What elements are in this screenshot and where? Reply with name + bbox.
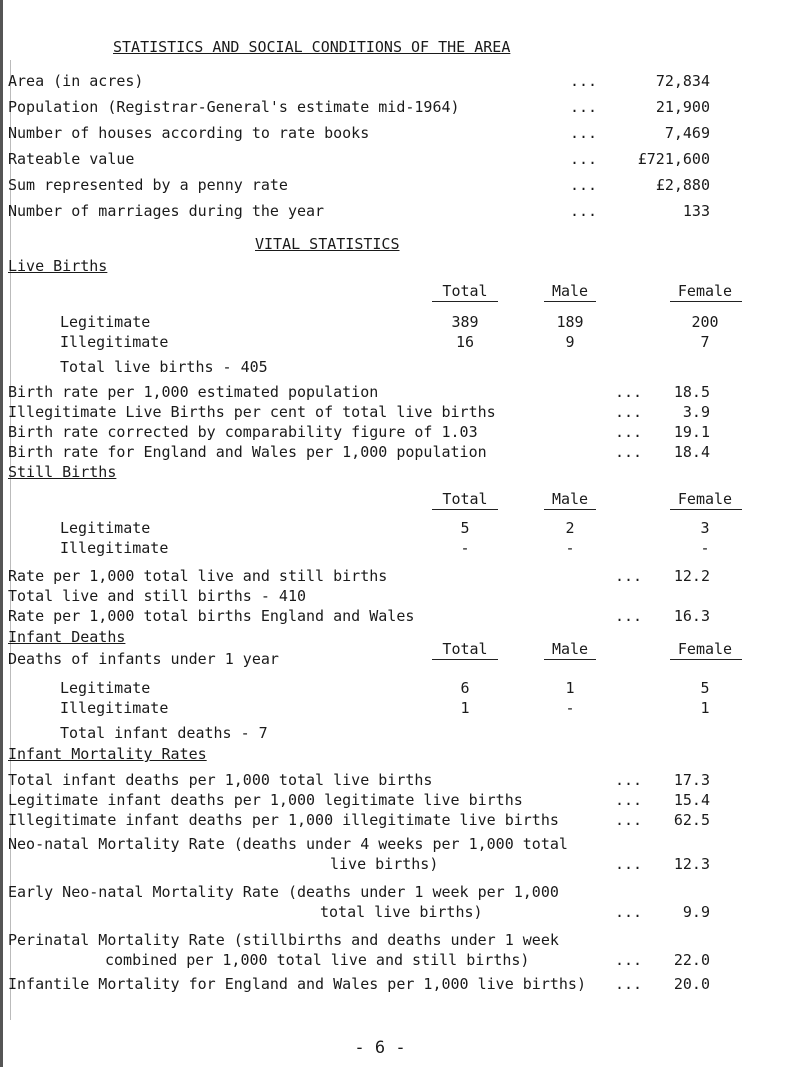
col-underline (670, 509, 742, 510)
live-births-heading: Live Births (8, 257, 108, 275)
dots: ... (615, 607, 643, 625)
cell-total: 16 (455, 333, 475, 351)
page-title: STATISTICS AND SOCIAL CONDITIONS OF THE AREA (113, 38, 511, 56)
total-live-births: Total live births - 405 (60, 358, 268, 376)
dots: ... (615, 383, 643, 401)
rate-label: Neo-natal Mortality Rate (deaths under 4 weeks per 1,000 total (8, 835, 568, 853)
infant-deaths-subheading: Deaths of infants under 1 year (8, 650, 279, 668)
col-underline (432, 301, 498, 302)
penny-rate-value: £2,880 (655, 176, 710, 194)
cell-male: 2 (565, 519, 575, 537)
cell-male: - (565, 539, 575, 557)
mortality-heading: Infant Mortality Rates (8, 745, 207, 763)
infant-deaths-heading: Infant Deaths (8, 628, 126, 646)
legitimate-label: Legitimate (60, 519, 151, 537)
cell-male: 9 (565, 333, 575, 351)
area-value: 72,834 (655, 72, 710, 90)
cell-female: 1 (700, 699, 710, 717)
rate-label-cont: combined per 1,000 total live and still births) (105, 951, 530, 969)
dots: ... (615, 771, 643, 789)
cell-male: - (565, 699, 575, 717)
col-male: Male (551, 282, 589, 300)
col-total: Total (442, 282, 488, 300)
col-underline (432, 659, 498, 660)
dots: ... (615, 791, 643, 809)
col-underline (670, 659, 742, 660)
dots: ... (570, 98, 598, 116)
rateable-label: Rateable value (8, 150, 135, 168)
dots: ... (615, 975, 643, 993)
rateable-value: £721,600 (637, 150, 710, 168)
rate-value: 16.3 (673, 607, 710, 625)
rate-value: 18.5 (673, 383, 710, 401)
dots: ... (570, 176, 598, 194)
population-label: Population (Registrar-General's estimate mid-1964) (8, 98, 460, 116)
houses-label: Number of houses according to rate books (8, 124, 370, 142)
col-total: Total (442, 490, 488, 508)
rate-label: Illegitimate infant deaths per 1,000 illegitimate live births (8, 811, 559, 829)
cell-female: 5 (700, 679, 710, 697)
rate-label: Birth rate corrected by comparability figure of 1.03 (8, 423, 478, 441)
cell-female: 3 (700, 519, 710, 537)
dots: ... (615, 811, 643, 829)
rate-value: 19.1 (673, 423, 710, 441)
rate-value: 20.0 (673, 975, 710, 993)
cell-female: 7 (700, 333, 710, 351)
rate-value: 62.5 (673, 811, 710, 829)
illegitimate-label: Illegitimate (60, 539, 169, 557)
cell-total: 1 (460, 699, 470, 717)
houses-value: 7,469 (664, 124, 710, 142)
col-underline (670, 301, 742, 302)
col-underline (544, 659, 596, 660)
dots: ... (570, 202, 598, 220)
cell-male: 189 (556, 313, 584, 331)
page-number: - 6 - (354, 1038, 406, 1058)
population-value: 21,900 (655, 98, 710, 116)
col-underline (544, 301, 596, 302)
rate-value: 3.9 (682, 403, 710, 421)
illegitimate-label: Illegitimate (60, 699, 169, 717)
rate-label: Early Neo-natal Mortality Rate (deaths under 1 week per 1,000 (8, 883, 559, 901)
rate-value: 22.0 (673, 951, 710, 969)
cell-total: 389 (451, 313, 479, 331)
legitimate-label: Legitimate (60, 679, 151, 697)
rate-label: Illegitimate Live Births per cent of total live births (8, 403, 496, 421)
dots: ... (615, 951, 643, 969)
col-male: Male (551, 490, 589, 508)
total-infant-deaths: Total infant deaths - 7 (60, 724, 268, 742)
dots: ... (615, 567, 643, 585)
rate-value: 18.4 (673, 443, 710, 461)
rate-value: 17.3 (673, 771, 710, 789)
col-female: Female (677, 490, 733, 508)
binding-edge (0, 0, 3, 1067)
dots: ... (570, 150, 598, 168)
cell-total: 5 (460, 519, 470, 537)
rate-label: Perinatal Mortality Rate (stillbirths and deaths under 1 week (8, 931, 559, 949)
area-label: Area (in acres) (8, 72, 144, 90)
rate-label: Rate per 1,000 total births England and Wales (8, 607, 415, 625)
dots: ... (615, 423, 643, 441)
cell-total: - (460, 539, 470, 557)
marriages-label: Number of marriages during the year (8, 202, 325, 220)
penny-rate-label: Sum represented by a penny rate (8, 176, 288, 194)
dots: ... (615, 855, 643, 873)
cell-total: 6 (460, 679, 470, 697)
col-underline (432, 509, 498, 510)
dots: ... (615, 403, 643, 421)
col-total: Total (442, 640, 488, 658)
still-births-heading: Still Births (8, 463, 117, 481)
col-underline (544, 509, 596, 510)
total-live-still-births: Total live and still births - 410 (8, 587, 307, 605)
rate-label: Total infant deaths per 1,000 total live births (8, 771, 433, 789)
dots: ... (615, 903, 643, 921)
dots: ... (615, 443, 643, 461)
col-female: Female (677, 282, 733, 300)
rate-value: 15.4 (673, 791, 710, 809)
vital-statistics-heading: VITAL STATISTICS (255, 235, 400, 253)
rate-label: Birth rate for England and Wales per 1,000 population (8, 443, 487, 461)
rate-label: Rate per 1,000 total live and still births (8, 567, 388, 585)
cell-female: - (700, 539, 710, 557)
cell-female: 200 (691, 313, 719, 331)
rate-value: 9.9 (682, 903, 710, 921)
cell-male: 1 (565, 679, 575, 697)
illegitimate-label: Illegitimate (60, 333, 169, 351)
rate-label-cont: live births) (330, 855, 439, 873)
col-female: Female (677, 640, 733, 658)
rate-value: 12.3 (673, 855, 710, 873)
dots: ... (570, 72, 598, 90)
marriages-value: 133 (682, 202, 710, 220)
col-male: Male (551, 640, 589, 658)
rate-label-cont: total live births) (320, 903, 483, 921)
rate-value: 12.2 (673, 567, 710, 585)
legitimate-label: Legitimate (60, 313, 151, 331)
rate-label: Infantile Mortality for England and Wales per 1,000 live births) (8, 975, 586, 993)
dots: ... (570, 124, 598, 142)
rate-label: Legitimate infant deaths per 1,000 legitimate live births (8, 791, 523, 809)
rate-label: Birth rate per 1,000 estimated population (8, 383, 379, 401)
